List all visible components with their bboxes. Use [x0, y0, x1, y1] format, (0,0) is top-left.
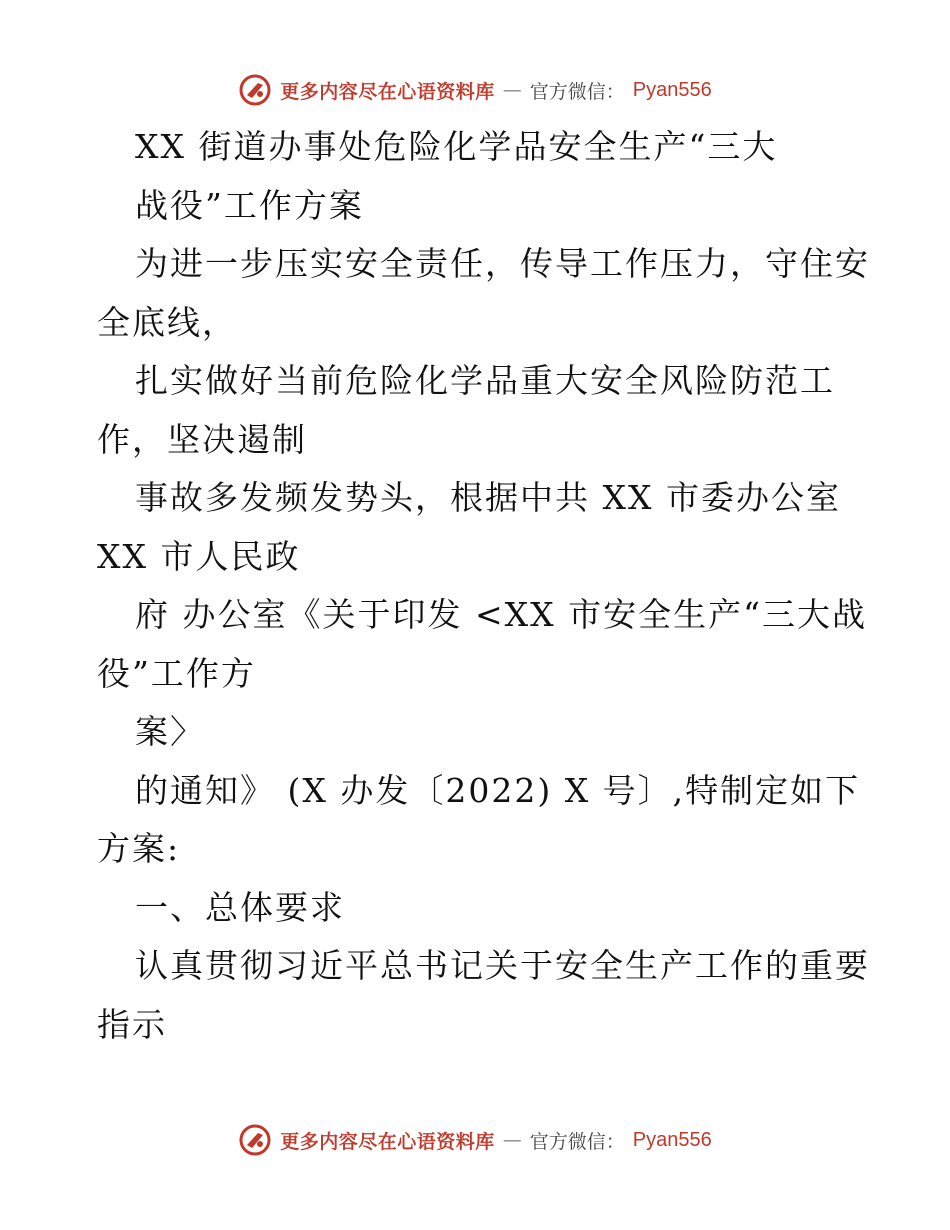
text-line: 的通知》 (X 办发〔2022) X 号〕,特制定如下: [135, 770, 861, 810]
watermark-separator: —: [502, 1129, 522, 1151]
text-line: XX 市人民政: [97, 536, 301, 576]
document-body: [97, 118, 870, 1054]
text-line: 认真贯彻习近平总书记关于安全生产工作的重要: [135, 946, 870, 985]
watermark-brand: 更多内容尽在心语资料库: [280, 1130, 495, 1153]
text-line: 一、总体要求: [135, 887, 345, 927]
text-line: 扎实做好当前危险化学品重大安全风险防范工: [135, 361, 835, 400]
footer-watermark: [0, 1120, 950, 1160]
watermark-id: Pyan556: [632, 78, 712, 101]
text-line: 方案:: [97, 829, 181, 868]
watermark-brand: 更多内容尽在心语资料库: [280, 80, 495, 103]
text-line: 役”工作方: [97, 653, 256, 693]
text-line: 事故多发频发势头，根据中共 XX 市委办公室: [135, 478, 841, 517]
watermark-label: 官方微信：: [529, 1130, 625, 1153]
text-line: 战役”工作方案: [135, 185, 364, 225]
text-line: 全底线，: [97, 302, 237, 342]
text-line: 指示: [97, 1004, 167, 1044]
text-line: 府 办公室《关于印发 <XX 市安全生产“三大战: [135, 595, 867, 634]
brand-logo-icon: [238, 1123, 272, 1157]
text-line: 为进一步压实安全责任，传导工作压力，守住安: [135, 244, 870, 283]
watermark-label: 官方微信：: [529, 80, 625, 103]
watermark-id: Pyan556: [632, 1128, 712, 1151]
brand-logo-icon: [238, 73, 272, 107]
text-line: XX 街道办事处危险化学品安全生产“三大: [135, 127, 778, 166]
text-line: 案〉: [135, 712, 205, 751]
text-line: 作，坚决遏制: [97, 419, 307, 459]
header-watermark: [0, 70, 950, 110]
watermark-separator: —: [502, 79, 522, 101]
